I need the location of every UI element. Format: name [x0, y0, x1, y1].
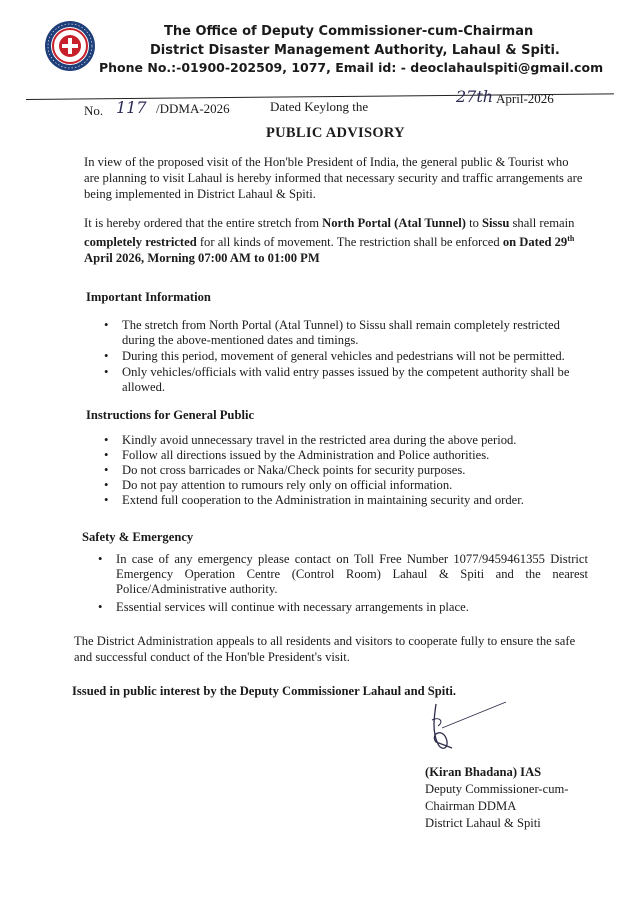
list-item: • In case of any emergency please contact on Toll Free Number 1077/9459461355 District Emergency Operation Centre (Control Room) Lahaul & Spiti and the nearest Police/Administrative authority. [98, 552, 588, 597]
intro-paragraph: In view of the proposed visit of the Hon'ble President of India, the general public & Tourist who are planning to visit Lahaul is hereby informed that necessary security and traffic arrangements are being implemented in District Lahaul & Spiti. [84, 155, 583, 201]
advisory-title: PUBLIC ADVISORY [266, 125, 405, 141]
list-item: • Do not pay attention to rumours rely only on official information. [104, 478, 564, 493]
list-item: • Extend full cooperation to the Administration in maintaining security and order. [104, 493, 564, 508]
order-date-suffix: th [567, 234, 575, 243]
list-item: • Only vehicles/officials with valid entry passes issued by the competent authority shall be allowed. [104, 365, 574, 395]
header-office-title: The Office of Deputy Commissioner-cum-Chairman [164, 24, 534, 39]
reference-no-value: 117 [116, 98, 147, 117]
order-restriction: completely restricted [84, 235, 197, 250]
order-text: shall remain [509, 216, 575, 230]
important-information-list [104, 318, 574, 396]
dated-label: Dated Keylong the [270, 99, 369, 114]
order-text: to [465, 216, 483, 230]
list-item: • Follow all directions issued by the Administration and Police authorities. [104, 448, 564, 463]
signatory-name: (Kiran Bhadana) IAS [425, 765, 542, 779]
reference-row [84, 87, 564, 122]
safety-emergency-heading: Safety & Emergency [82, 530, 194, 544]
order-text: It is hereby ordered that the entire stretch from [84, 216, 323, 230]
dated-day-value: 27th [456, 87, 494, 106]
list-item: • Essential services will continue with necessary arrangements in place. [98, 600, 588, 615]
reference-no-label: No. [84, 103, 104, 118]
reference-no-suffix: /DDMA-2026 [156, 101, 230, 116]
signatory-block [425, 764, 569, 832]
order-date: on Dated 29 [502, 235, 568, 250]
order-place-to: Sissu [482, 216, 510, 230]
instructions-heading: Instructions for General Public [86, 408, 255, 422]
header-authority-name: District Disaster Management Authority, Lahaul & Spiti. [150, 43, 560, 58]
safety-emergency-list [98, 552, 588, 618]
signatory-designation: Deputy Commissioner-cum- [425, 782, 569, 796]
important-information-heading: Important Information [86, 290, 211, 304]
order-text: for all kinds of movement. The restriction shall be enforced [196, 235, 503, 250]
list-item: • Kindly avoid unnecessary travel in the restricted area during the above period. [104, 433, 564, 448]
dated-month-year: April-2026 [496, 91, 554, 106]
restriction-order-paragraph [84, 215, 584, 266]
ddma-emblem-icon [44, 20, 96, 72]
issued-statement: Issued in public interest by the Deputy Commissioner Lahaul and Spiti. [72, 684, 457, 698]
list-item: • Do not cross barricades or Naka/Check points for security purposes. [104, 463, 564, 478]
order-time: April 2026, Morning 07:00 AM to 01:00 PM [84, 251, 320, 266]
handwritten-signature-icon [422, 698, 512, 758]
list-item: • During this period, movement of general vehicles and pedestrians will not be permitted. [104, 349, 574, 364]
order-place-from: North Portal (Atal Tunnel) [322, 216, 466, 230]
signatory-designation: Chairman DDMA [425, 799, 517, 813]
instructions-list [104, 433, 564, 508]
signatory-district: District Lahaul & Spiti [425, 816, 541, 830]
header-contact-line: Phone No.:-01900-202509, 1077, Email id: - deoclahaulspiti@gmail.com [99, 60, 604, 75]
list-item: • The stretch from North Portal (Atal Tunnel) to Sissu shall remain completely restricted during the above-mentioned dates and timings. [104, 318, 574, 348]
appeal-paragraph: The District Administration appeals to all residents and visitors to cooperate fully to ensure the safe and successful conduct of the Hon'ble President's visit. [74, 634, 576, 664]
